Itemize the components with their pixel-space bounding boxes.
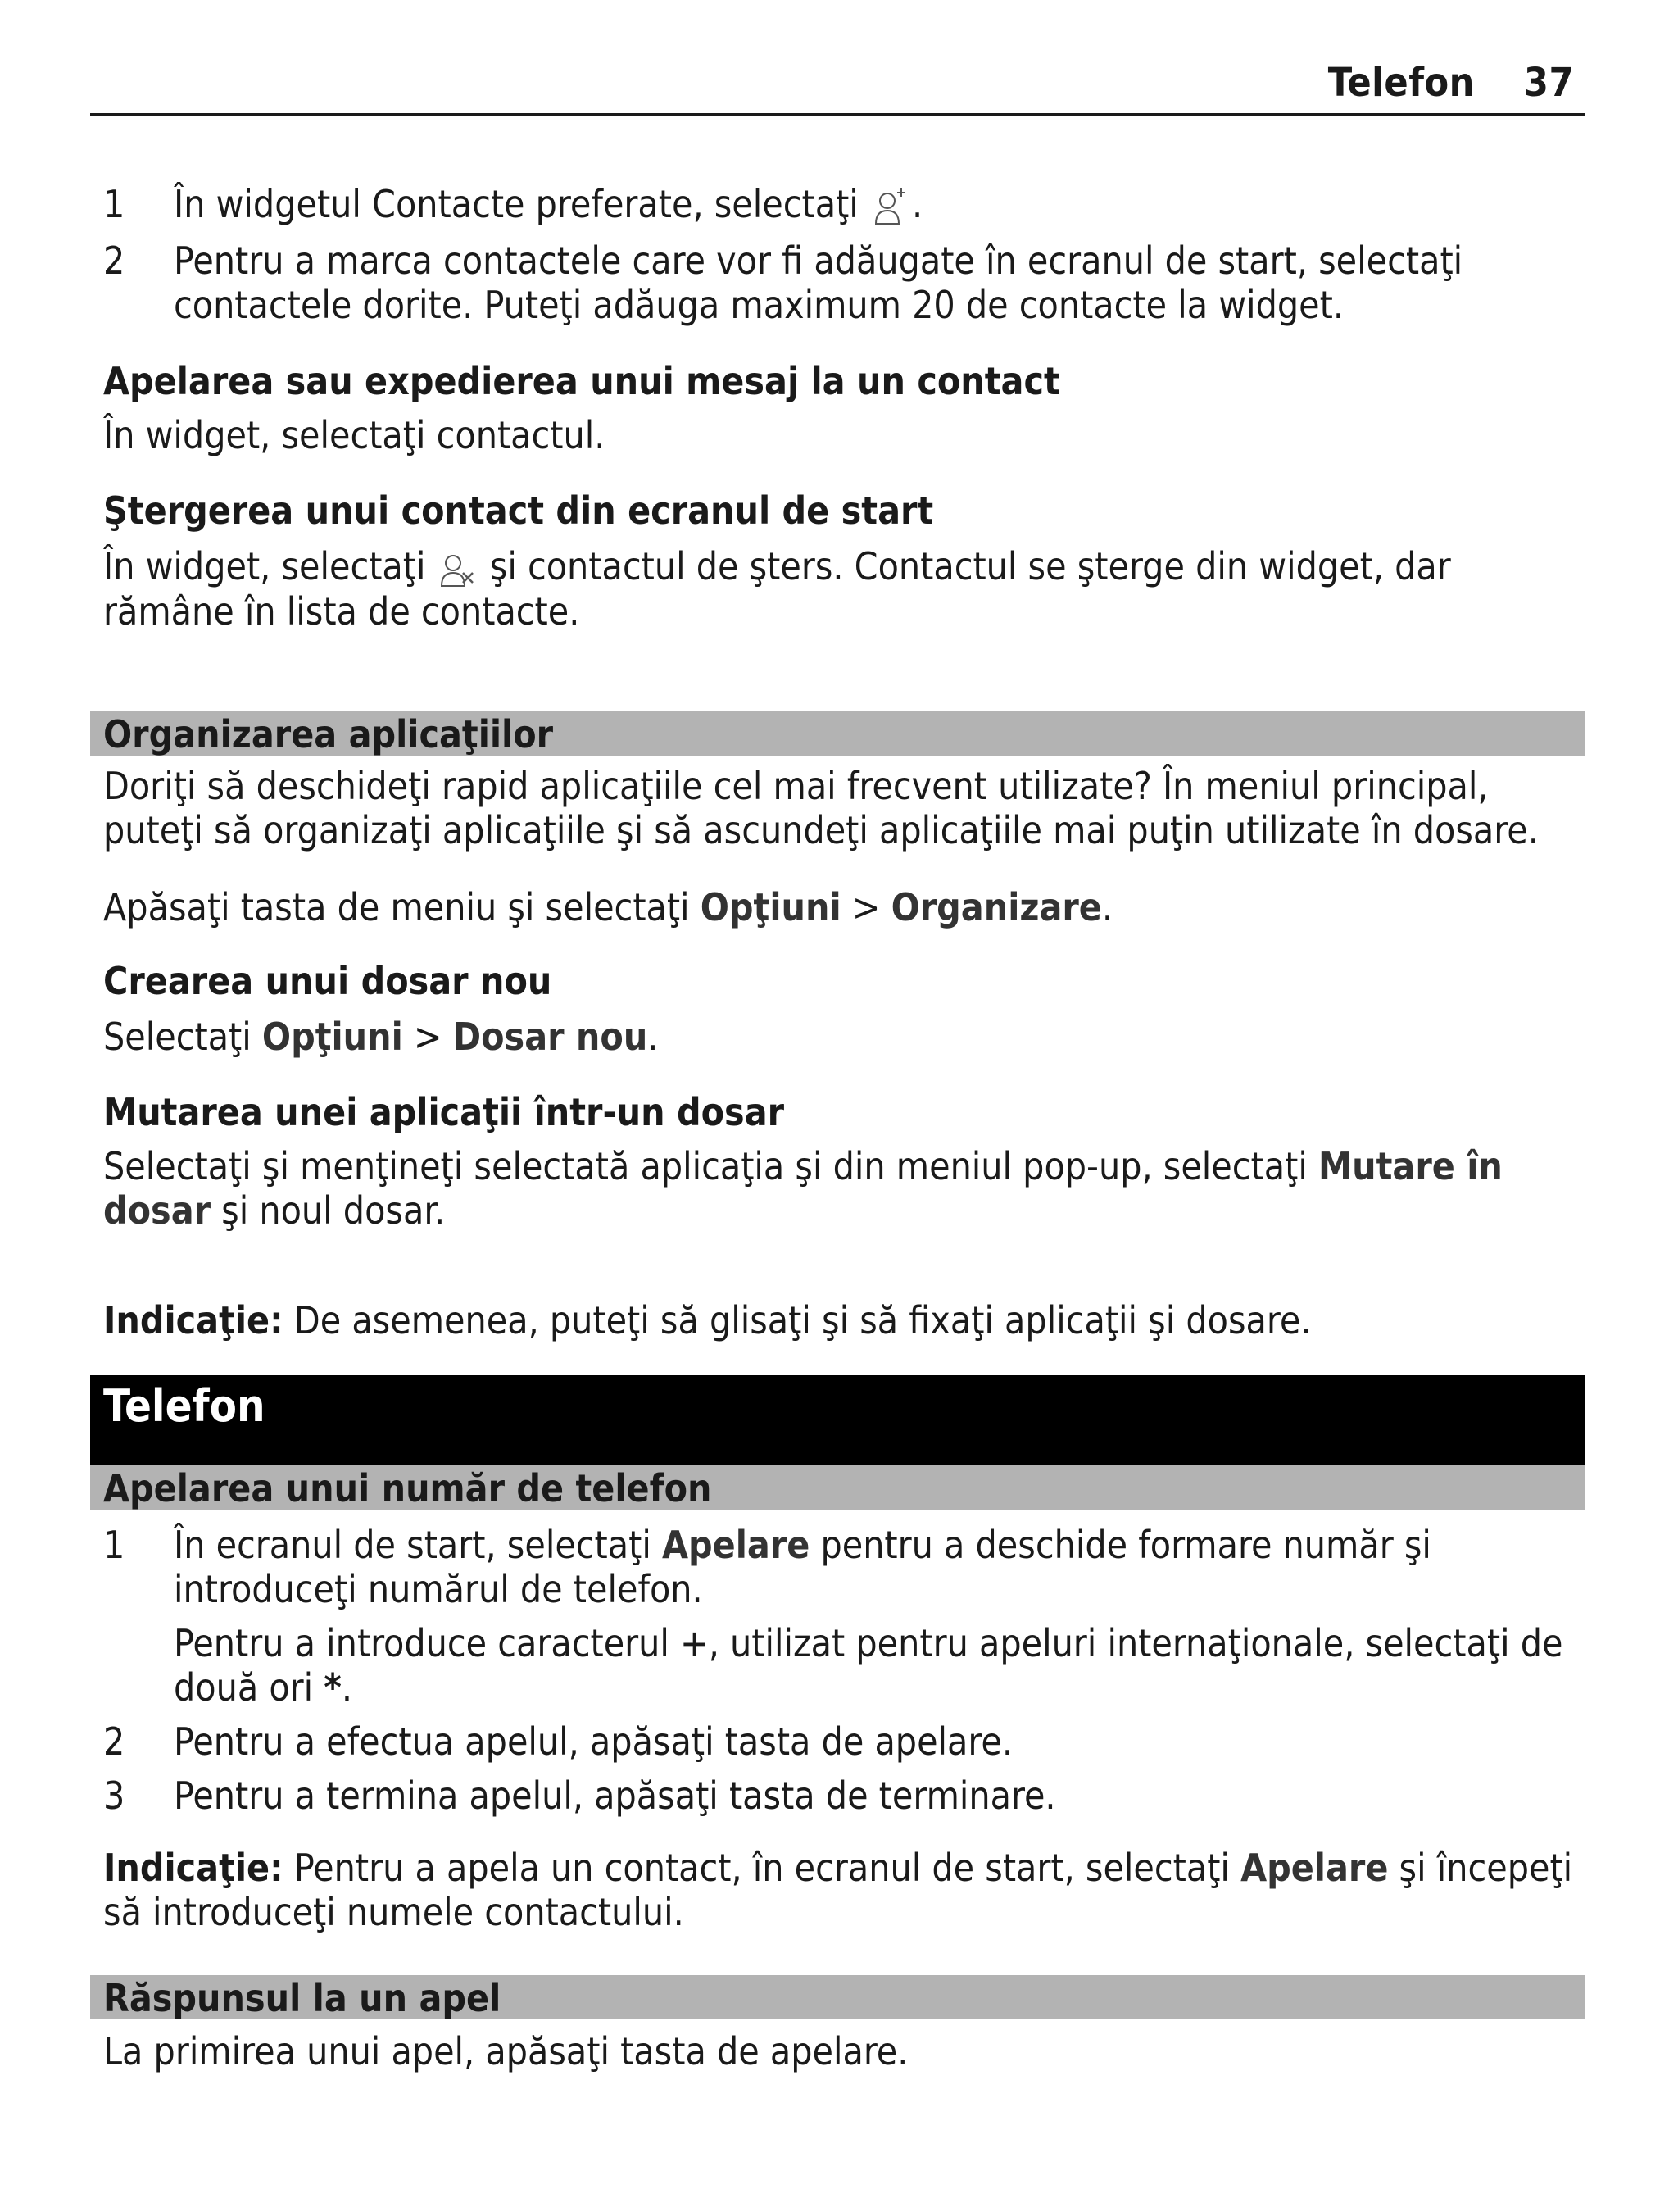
phone-tip: Indicaţie: Pentru a apela un contact, în ecranul de start, selectaţi Apelare şi începeţi să introduceţi numele contactului.	[103, 1846, 1573, 1934]
step-number: 3	[103, 1774, 125, 1818]
options-command: Opţiuni	[700, 885, 841, 929]
list-item	[90, 1774, 1585, 1818]
organize-section-bar: Organizarea aplicaţiilor	[90, 711, 1585, 756]
list-item	[90, 182, 1585, 227]
list-item	[90, 1719, 1585, 1764]
list-item	[90, 238, 1585, 327]
step-number: 1	[103, 1523, 125, 1567]
remove-contact-icon	[440, 548, 476, 589]
step-number: 2	[103, 1719, 125, 1764]
move-to-folder-command: Mutare în dosar	[103, 1144, 1503, 1233]
organize-tip: Indicaţie: De asemenea, puteţi să glisaţi şi să fixaţi aplicaţii şi dosare.	[103, 1298, 1312, 1342]
list-item-note	[90, 1621, 1585, 1710]
organize-command: Organizare	[891, 885, 1102, 929]
list-item	[90, 1523, 1585, 1611]
organize-menu-text: Apăsaţi tasta de meniu şi selectaţi Opţiuni > Organizare.	[103, 885, 1113, 929]
move-app-text: Selectaţi şi menţineţi selectată aplicaţia şi din meniul pop-up, selectaţi Mutare în dosar şi noul dosar.	[103, 1144, 1503, 1233]
step-note: Pentru a introduce caracterul +, utilizat pentru apeluri internaţionale, selectaţi de două ori *.	[174, 1621, 1563, 1710]
step-text: Pentru a marca contactele care vor fi adăugate în ecranul de start, selectaţi contactele dorite. Puteţi adăuga maximum 20 de contacte la widget.	[174, 238, 1463, 327]
answer-text: La primirea unui apel, apăsaţi tasta de apelare.	[103, 2029, 909, 2073]
step-number: 1	[103, 182, 125, 226]
step-text: În widgetul Contacte preferate, selectaţi .	[174, 182, 923, 226]
header-section: Telefon	[1327, 60, 1475, 106]
answer-section-bar: Răspunsul la un apel	[90, 1975, 1585, 2019]
options-command: Opţiuni	[261, 1015, 403, 1059]
call-contact-text: În widget, selectaţi contactul.	[103, 413, 605, 457]
step-text: În ecranul de start, selectaţi Apelare pentru a deschide formare număr şi introduceţi numărul de telefon.	[174, 1523, 1431, 1611]
call-command: Apelare	[1240, 1846, 1389, 1890]
new-folder-command: Dosar nou	[452, 1015, 648, 1059]
delete-contact-heading: Ştergerea unui contact din ecranul de start	[103, 488, 934, 533]
dial-steps	[90, 1523, 1585, 1818]
call-command: Apelare	[661, 1523, 810, 1567]
step-text: Pentru a efectua apelul, apăsaţi tasta de apelare.	[174, 1719, 1014, 1764]
add-contact-icon	[873, 186, 909, 227]
new-folder-text: Selectaţi Opţiuni > Dosar nou.	[103, 1015, 659, 1059]
dial-section-bar: Apelarea unui număr de telefon	[90, 1465, 1585, 1510]
move-app-heading: Mutarea unei aplicaţii într-un dosar	[103, 1090, 785, 1134]
delete-contact-text: În widget, selectaţi şi contactul de şters. Contactul se şterge din widget, dar rămâne în lista de contacte.	[103, 544, 1451, 634]
new-folder-heading: Crearea unui dosar nou	[103, 959, 552, 1003]
page-number: 37	[1523, 60, 1574, 106]
favorites-steps	[90, 182, 1585, 327]
step-text: Pentru a termina apelul, apăsaţi tasta de terminare.	[174, 1774, 1056, 1818]
phone-chapter-bar: Telefon	[90, 1375, 1585, 1465]
organize-intro: Doriţi să deschideţi rapid aplicaţiile cel mai frecvent utilizate? În meniul principal, puteţi să organizaţi aplicaţiile şi să ascundeţi aplicaţiile mai puţin utilizate în dosare.	[103, 764, 1539, 852]
call-contact-heading: Apelarea sau expedierea unui mesaj la un contact	[103, 359, 1060, 403]
step-number: 2	[103, 238, 125, 283]
page-header	[90, 61, 1585, 116]
